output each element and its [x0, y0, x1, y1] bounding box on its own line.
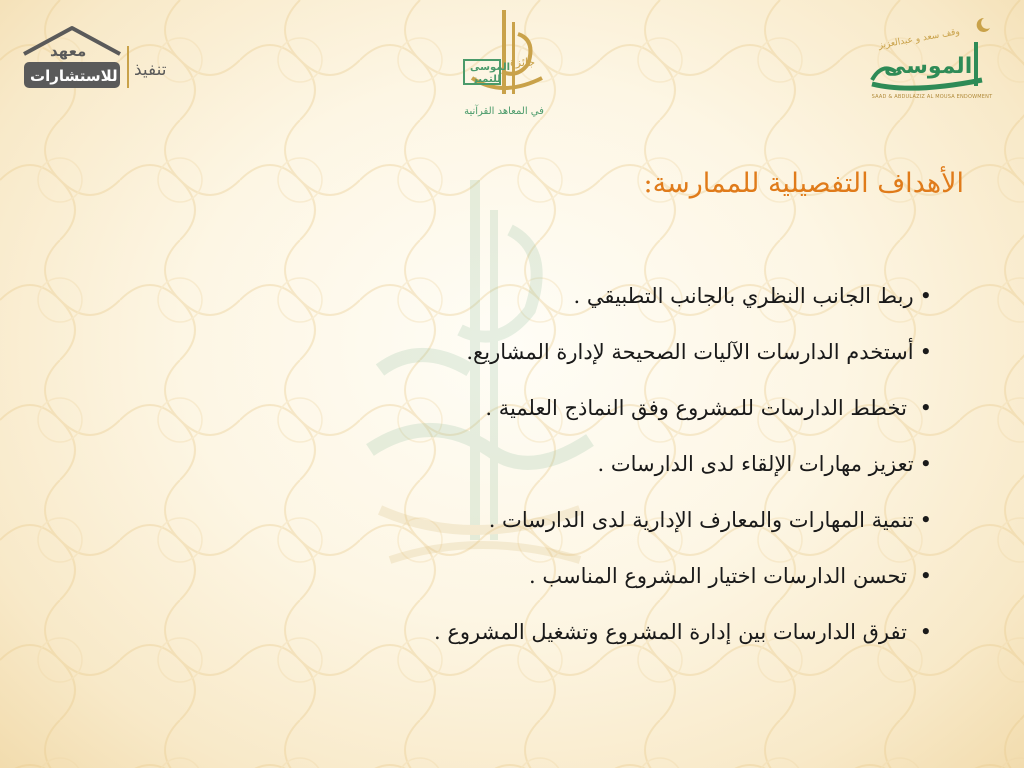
execution-label: تنفيذ: [134, 60, 167, 80]
endowment-logo-main-text: الموسى: [884, 54, 973, 79]
list-item-text: ربط الجانب النظري بالجانب التطبيقي .: [573, 284, 914, 308]
bullet-icon: •: [919, 340, 932, 364]
endowment-logo-top-text: وقف سعد و عبدالعزيز: [877, 26, 961, 52]
list-item: [212, 436, 932, 492]
list-item-text: تفرق الدارسات بين إدارة المشروع وتشغيل المشروع .: [434, 620, 914, 644]
award-logo: [458, 8, 550, 126]
list-item: [212, 380, 932, 436]
list-item: [212, 492, 932, 548]
list-item-text: تحسن الدارسات اختيار المشروع المناسب .: [529, 564, 914, 588]
award-logo-line3: للتميز: [472, 74, 501, 85]
bullet-icon: •: [919, 508, 932, 532]
list-item-text: أستخدم الدارسات الآليات الصحيحة لإدارة المشاريع.: [466, 340, 914, 364]
award-logo-line1: جائزة: [510, 56, 536, 69]
institute-logo-top-text: معهد: [50, 42, 87, 60]
bullet-icon: •: [919, 564, 932, 588]
bullet-icon: •: [919, 396, 932, 420]
list-item: [212, 324, 932, 380]
list-item-text: تنمية المهارات والمعارف الإدارية لدى الدارسات .: [488, 508, 914, 532]
list-item: [212, 604, 932, 660]
list-item: [212, 268, 932, 324]
bullet-icon: •: [919, 284, 932, 308]
institute-logo-main-text: للاستشارات: [30, 67, 118, 85]
bullet-icon: •: [919, 452, 932, 476]
award-logo-line2: الموسى: [470, 62, 511, 73]
objectives-list: [212, 268, 932, 660]
slide-title: الأهداف التفصيلية للممارسة:: [643, 168, 964, 199]
bullet-icon: •: [919, 620, 932, 644]
institute-logo: [20, 24, 180, 94]
list-item-text: تعزيز مهارات الإلقاء لدى الدارسات .: [597, 452, 914, 476]
list-item: [212, 548, 932, 604]
endowment-logo: [862, 14, 1002, 106]
endowment-logo-sub-text: SAAD & ABDULAZIZ AL MOUSA ENDOWMENT: [871, 94, 993, 100]
list-item-text: تخطط الدارسات للمشروع وفق النماذج العلمية .: [485, 396, 914, 420]
award-logo-subtitle: في المعاهد القرآنية: [464, 106, 544, 117]
